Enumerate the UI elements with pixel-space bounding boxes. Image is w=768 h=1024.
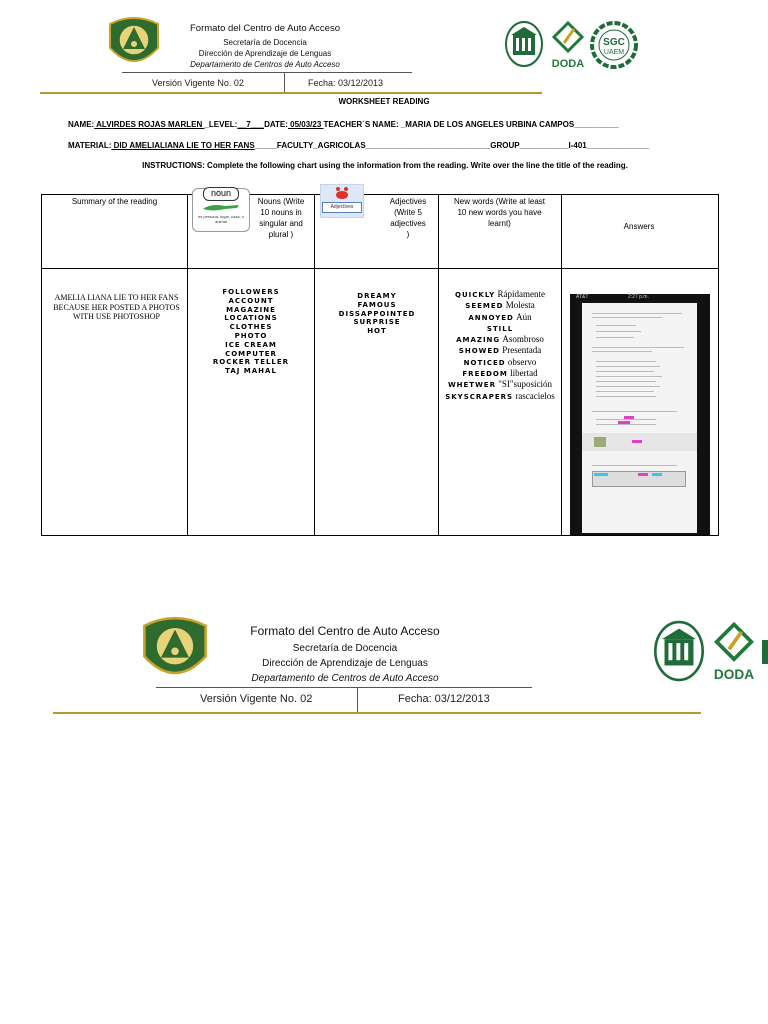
new-word-en: FREEDOM: [462, 370, 508, 379]
sgc-logo-partial: [762, 640, 768, 664]
new-word-es: Presentada: [502, 345, 542, 356]
building-logo: [654, 620, 704, 682]
level-label: _LEVEL:: [204, 120, 238, 129]
noun-item: COMPUTER: [225, 349, 277, 358]
material-value: DID AMELIALIANA LIE TO HER FANS: [111, 141, 255, 150]
date-label: Fecha: 03/12/2013: [308, 78, 384, 88]
material-row: [68, 141, 649, 150]
noun-image-title: noun: [203, 187, 239, 201]
header-title: Formato del Centro de Auto Acceso: [190, 23, 340, 34]
header-line3: Departamento de Centros de Auto Acceso: [190, 60, 340, 69]
adjective-item: SURPRISE: [353, 318, 401, 327]
new-word-item: [440, 312, 560, 323]
new-word-es: libertad: [510, 368, 538, 379]
new-word-item: [440, 289, 560, 300]
col-divider: [561, 195, 562, 535]
new-word-en: WHETWER: [447, 381, 496, 390]
uaem-text: UAEM: [603, 49, 625, 56]
noun-item: CLOTHES: [229, 323, 273, 332]
new-word-en: SHOWED: [458, 347, 500, 356]
noun-item: MAGAZINE: [226, 305, 276, 314]
worksheet-title: WORKSHEET READING: [338, 97, 430, 106]
row-divider: [42, 268, 718, 269]
date-label-2: Fecha: 03/12/2013: [398, 693, 490, 705]
header-divider-2: [357, 688, 358, 712]
new-word-en: AMAZING: [456, 336, 501, 345]
doda-logo: [548, 21, 588, 71]
name-row: [68, 120, 619, 129]
new-word-item: [440, 334, 560, 345]
doda-text-2: DODA: [713, 667, 755, 683]
noun-item: LOCATIONS: [224, 314, 278, 323]
doda-logo: [708, 622, 760, 684]
sgc-uaem-logo: [590, 20, 638, 70]
version-label-2: Versión Vigente No. 02: [200, 693, 313, 705]
header-line2-2: Dirección de Aprendizaje de Lenguas: [262, 658, 428, 669]
new-word-en: QUICKLY: [455, 291, 496, 299]
new-word-es: "SI"suposición: [498, 379, 553, 390]
header-summary: Summary of the reading: [71, 197, 158, 206]
teacher-label: TEACHER´S NAME:: [323, 120, 399, 129]
adjective-item: FAMOUS: [357, 300, 397, 309]
material-label: MATERIAL:: [68, 141, 112, 150]
new-word-item: [440, 300, 560, 311]
header-rule-2: [156, 687, 532, 688]
new-word-es: Rápidamente: [497, 289, 545, 299]
new-words-list: [440, 289, 560, 402]
adjective-item: HOT: [367, 327, 387, 336]
new-word-en: SKYSCRAPERS: [445, 392, 514, 401]
header-line2: Dirección de Aprendizaje de Lenguas: [198, 49, 332, 58]
summary-text: AMELIA LIANA LIE TO HER FANS BECAUSE HER POSTED A PHOTOS WITH USE PHOTOSHOP: [53, 293, 180, 321]
header-answers: Answers: [623, 222, 655, 231]
date-field-label: DATE:: [264, 120, 288, 129]
new-word-es: observo: [507, 356, 537, 367]
adjectives-image: [320, 184, 364, 218]
adjective-item: DISSAPPOINTED: [338, 309, 416, 318]
new-word-en: SEEMED: [465, 302, 504, 311]
header-line1-2: Secretaría de Docencia: [292, 643, 398, 654]
header-divider: [284, 73, 285, 92]
new-word-item: [440, 391, 560, 402]
noun-image-caption: es persona, lugar, cosa, o animal: [198, 214, 244, 224]
date-value: 05/03/23: [287, 120, 324, 129]
crab-icon: [333, 186, 351, 200]
phone-status-time: 2:27 p.m.: [628, 294, 649, 300]
name-label: NAME:: [68, 120, 95, 129]
phone-status-left: AT&T: [576, 294, 589, 300]
new-word-es: Aún: [516, 311, 532, 322]
noun-item: FOLLOWERS: [222, 288, 280, 296]
noun-item: ICE CREAM: [225, 340, 277, 349]
header-adjectives: Adjectives (Write 5 adjectives ): [389, 197, 427, 239]
new-word-en: ANNOYED: [468, 313, 514, 322]
noun-item: ACCOUNT: [228, 296, 274, 305]
new-word-item: [440, 357, 560, 368]
header-title-2: Formato del Centro de Auto Acceso: [250, 624, 440, 638]
gold-rule-2: [53, 712, 701, 714]
new-word-item: [440, 345, 560, 356]
answers-phone-screenshot: [570, 294, 710, 535]
doda-text: DODA: [551, 58, 585, 70]
adjectives-list: [316, 292, 438, 336]
instructions: INSTRUCTIONS: Complete the following chart using the information from the reading. Write over the line the title of the reading.: [142, 161, 628, 170]
adjectives-image-label: Adjectives: [322, 202, 362, 213]
sgc-text: SGC: [603, 37, 625, 48]
col-divider: [438, 195, 439, 535]
faculty-group: _____FACULTY_AGRICOLAS____________________________GROUP___________I-401______________: [254, 141, 650, 150]
new-word-es: Asombroso: [502, 334, 544, 345]
header-nouns: Nouns (Write 10 nouns in singular and plural ): [257, 197, 305, 239]
noun-item: PHOTO: [234, 331, 268, 340]
university-seal-logo: [134, 613, 216, 687]
noun-item: TAJ MAHAL: [225, 367, 277, 376]
col-divider: [314, 195, 315, 535]
header-rule: [122, 72, 412, 73]
name-value: ALVIRDES ROJAS MARLEN: [94, 120, 205, 129]
col-divider: [187, 195, 188, 535]
adjective-item: DREAMY: [357, 292, 397, 300]
version-label: Versión Vigente No. 02: [152, 78, 244, 88]
phone-screen: [582, 303, 697, 533]
building-logo: [505, 21, 543, 67]
nouns-list: [190, 288, 312, 376]
new-word-item: [440, 379, 560, 390]
noun-item: ROCKER TELLER: [212, 358, 290, 367]
new-word-item: [440, 323, 560, 334]
new-word-en: STILL: [486, 324, 514, 333]
header-line1: Secretaría de Docencia: [223, 38, 307, 47]
new-word-en: NOTICED: [463, 358, 506, 367]
level-value: __7___: [237, 120, 265, 129]
header-line3-2: Departamento de Centros de Auto Acceso: [251, 673, 439, 684]
noun-image: [192, 188, 250, 232]
university-seal-logo: [104, 14, 164, 72]
crocodile-icon: [201, 201, 241, 213]
teacher-value: _MARIA DE LOS ANGELES URBINA CAMPOS__________: [398, 120, 619, 129]
new-word-item: [440, 368, 560, 379]
header-new-words: New words (Write at least 10 new words you have learnt): [454, 197, 545, 228]
new-word-es: Molesta: [505, 300, 535, 311]
new-word-es: rascacielos: [515, 390, 555, 401]
gold-rule: [40, 92, 542, 94]
